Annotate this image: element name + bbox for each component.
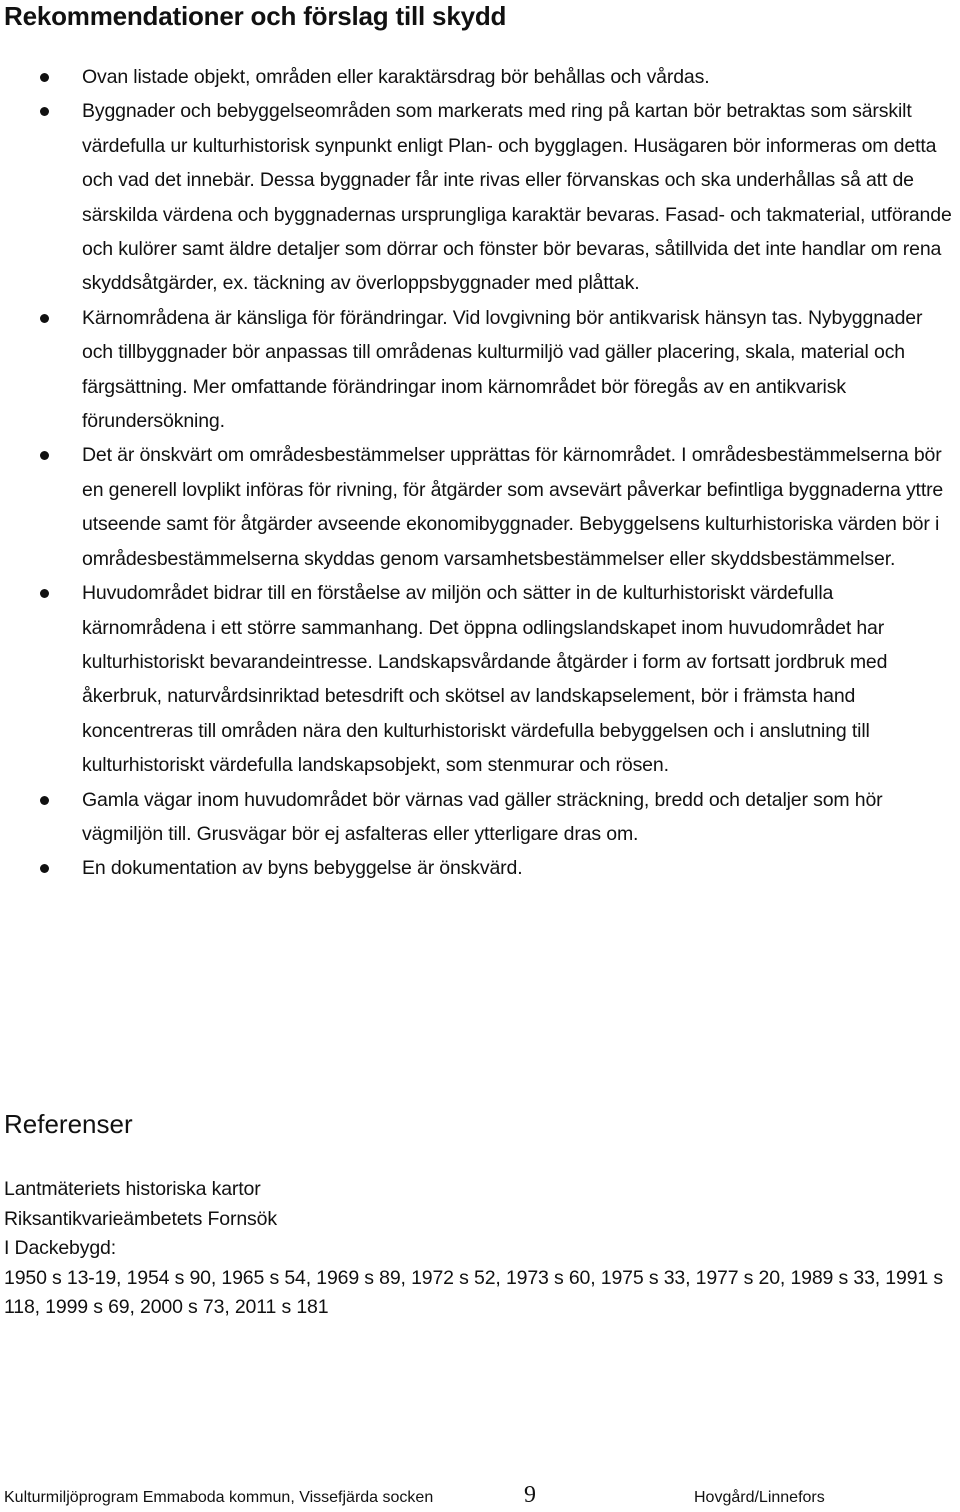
references-list (4, 1175, 954, 1323)
list-item-text: Det är önskvärt om områdesbestämmelser upprättas för kärnområdet. I områdesbestämmelserna bör en generell lovplikt införas för rivning, för åtgärder som avsevärt påverkar befintliga byggnaderna yttre utseende samt för åtgärder avseende ekonomibyggnader. Bebyggelsens kulturhistoriska värden bör i områdesbestämmelserna skyddas genom varsamhetsbestämmelser eller skyddsbestämmelser. (82, 444, 944, 570)
list-item (0, 783, 960, 852)
reference-line: I Dackebygd: (4, 1237, 117, 1259)
bullet-icon (40, 107, 49, 116)
list-item-text: Ovan listade objekt, områden eller karaktärsdrag bör behållas och vårdas. (82, 66, 710, 88)
page-number: 9 (524, 1482, 536, 1508)
footer-authors: Hovgård/Linnefors (694, 1489, 825, 1506)
bullet-icon (40, 864, 49, 873)
list-item (0, 301, 960, 439)
list-item (0, 851, 960, 885)
reference-line: Riksantikvarieämbetets Fornsök (4, 1207, 277, 1230)
list-item-text: En dokumentation av byns bebyggelse är önskvärd. (82, 857, 523, 880)
recommendation-list (0, 60, 960, 886)
list-item-text: Byggnader och bebyggelseområden som markerats med ring på kartan bör betraktas som särskilt värdefulla ur kulturhistorisk synpunkt enligt Plan- och bygglagen. Husägaren bör informeras om detta och vad det innebär. Dessa byggnader får inte rivas eller förvanskas och ska underhållas så att de särskilda värdena och byggnadernas ursprungliga karaktär bevaras. Fasad- och takmaterial, utförande och kulörer samt äldre detaljer som dörrar och fönster bör bevaras, såtillvida det inte handlar om rena skyddsåtgärder, ex. täckning av överloppsbyggnader med plåttak. (82, 100, 952, 295)
reference-line: 1950 s 13-19, 1954 s 90, 1965 s 54, 1969 s 89, 1972 s 52, 1973 s 60, 1975 s 33, 1977 s 20, 1989 s 33, 1991 s 118, 1999 s 69, 2000 s 73, 2011 s 181 (4, 1266, 943, 1318)
list-item (0, 94, 960, 300)
list-item-text: Huvudområdet bidrar till en förståelse av miljön och sätter in de kulturhistoriskt värdefulla kärnområdena i ett större sammanhang. Det öppna odlingslandskapet inom huvudområdet har kulturhistoriskt bevarandeintresse. Landskapsvårdande åtgärder i form av fortsatt jordbruk med åkerbruk, naturvårdsinriktad betesdrift och skötsel av landskapselement, bör i främsta hand koncentreras till områden nära den kulturhistoriskt värdefulla bebyggelsen och i anslutning till kulturhistoriskt värdefulla landskapsobjekt, som stenmurar och rösen. (82, 582, 888, 777)
bullet-icon (40, 796, 49, 805)
references-heading: Referenser (4, 1109, 133, 1139)
bullet-icon (40, 451, 49, 460)
list-item (0, 576, 960, 782)
list-item (0, 60, 960, 94)
page-footer (4, 1482, 956, 1512)
list-item-text: Gamla vägar inom huvudområdet bör värnas vad gäller sträckning, bredd och detaljer som hör vägmiljön till. Grusvägar bör ej asfalteras eller ytterligare dras om. (82, 788, 883, 845)
list-item-text: Kärnområdena är känsliga för förändringar. Vid lovgivning bör antikvarisk hänsyn tas. Nybyggnader och tillbyggnader bör anpassas till områdenas kulturmiljö vad gäller placering, skala, material och färgsättning. Mer omfattande förändringar inom kärnområdet bör föregås av en antikvarisk förundersökning. (82, 306, 923, 433)
section-heading: Rekommendationer och förslag till skydd (4, 1, 507, 31)
bullet-icon (40, 73, 49, 82)
bullet-icon (40, 314, 49, 323)
bullet-icon (40, 589, 49, 598)
list-item (0, 438, 960, 576)
footer-title: Kulturmiljöprogram Emmaboda kommun, Vissefjärda socken (4, 1489, 434, 1506)
reference-line: Lantmäteriets historiska kartor (4, 1178, 261, 1200)
